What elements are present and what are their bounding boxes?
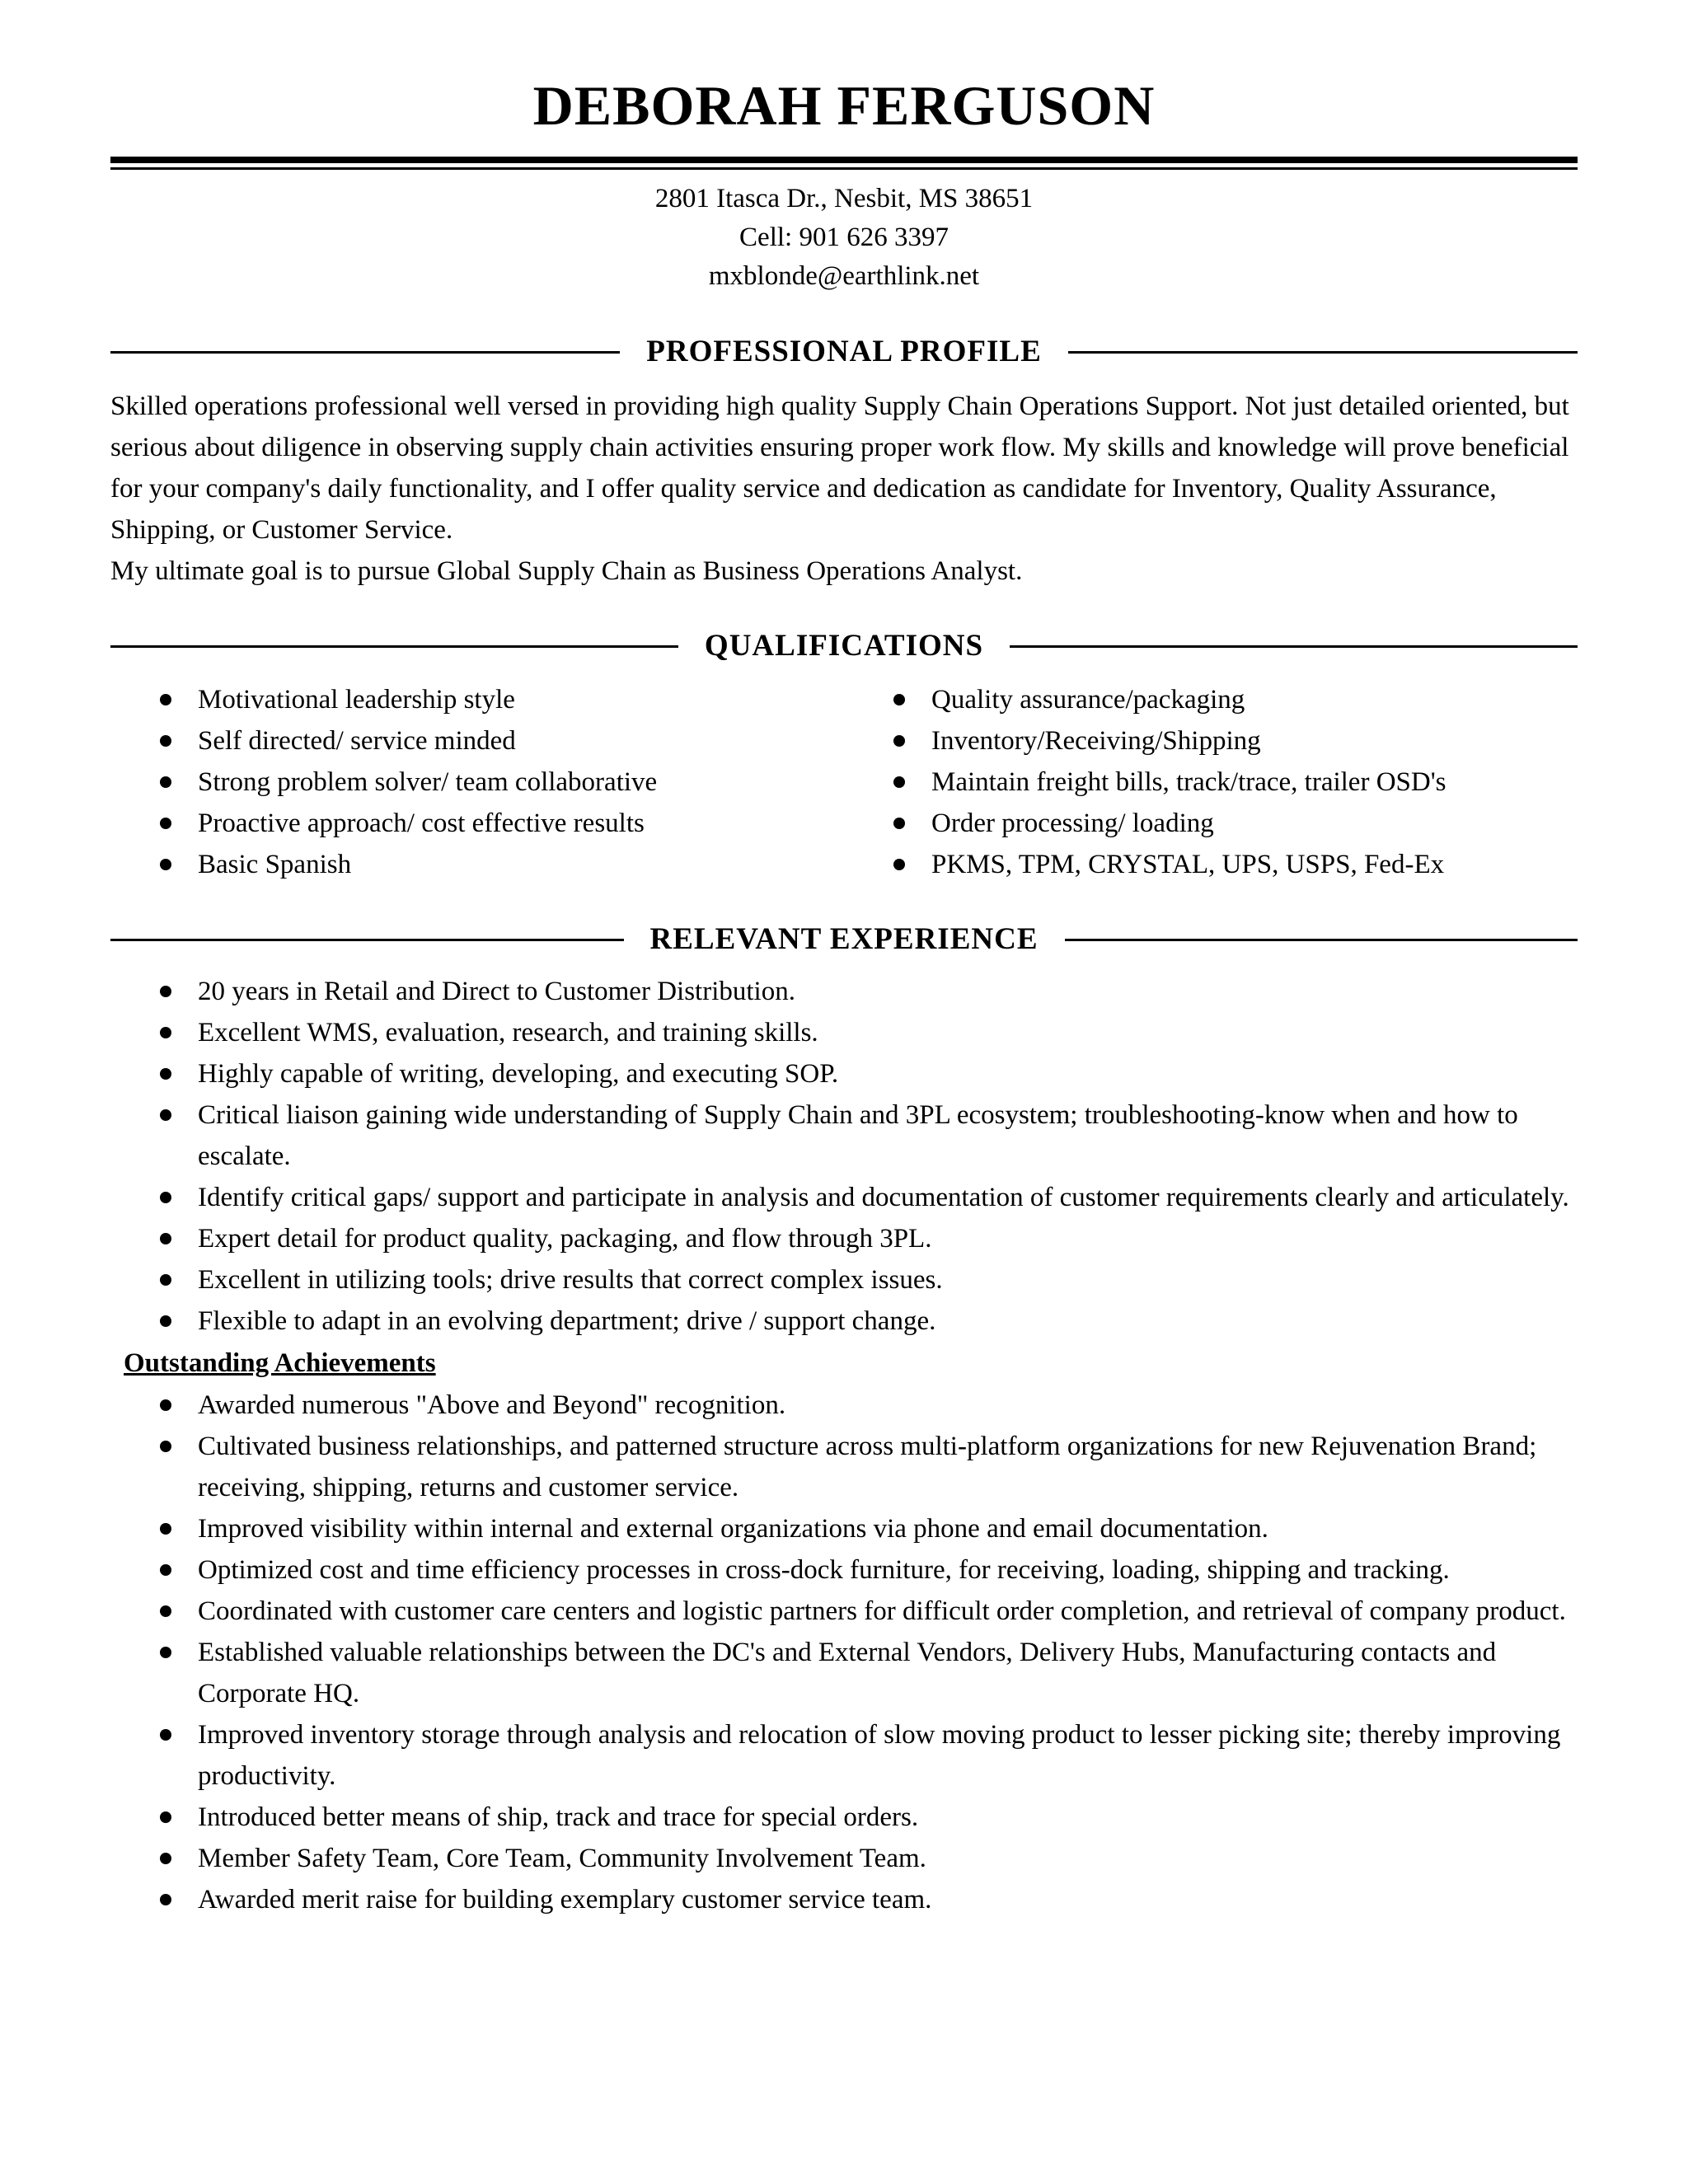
heading-rule-left <box>110 939 624 941</box>
list-item: Established valuable relationships between the DC's and External Vendors, Delivery Hubs, Manufacturing contacts and Corporate HQ. <box>110 1632 1578 1714</box>
list-item: Highly capable of writing, developing, and executing SOP. <box>110 1053 1578 1094</box>
achievements-heading: Outstanding Achievements <box>124 1348 436 1378</box>
header-rule-thick <box>110 157 1578 163</box>
list-item: 20 years in Retail and Direct to Customer Distribution. <box>110 971 1578 1012</box>
profile-goal: My ultimate goal is to pursue Global Supply Chain as Business Operations Analyst. <box>110 556 1023 586</box>
list-item: Excellent WMS, evaluation, research, and training skills. <box>110 1012 1578 1053</box>
list-item: Coordinated with customer care centers and logistic partners for difficult order completion, and retrieval of company product. <box>110 1591 1578 1632</box>
contact-phone: Cell: 901 626 3397 <box>739 223 949 252</box>
list-item: Inventory/Receiving/Shipping <box>844 720 1578 762</box>
experience-heading <box>110 921 1578 958</box>
experience-heading-text: RELEVANT EXPERIENCE <box>649 922 1039 956</box>
qualifications-right-list <box>844 679 1578 885</box>
qualifications-left-list <box>110 679 844 885</box>
experience-section <box>110 971 1578 1920</box>
qualifications-columns <box>110 679 1578 885</box>
list-item: Identify critical gaps/ support and participate in analysis and documentation of customer requirements clearly and articulately. <box>110 1177 1578 1218</box>
contact-email: mxblonde@earthlink.net <box>708 261 980 291</box>
list-item: Proactive approach/ cost effective results <box>110 803 844 844</box>
heading-rule-left <box>110 645 678 648</box>
profile-section <box>110 386 1578 592</box>
list-item: Expert detail for product quality, packaging, and flow through 3PL. <box>110 1218 1578 1259</box>
heading-rule-right <box>1068 351 1578 354</box>
candidate-name: DEBORAH FERGUSON <box>532 74 1156 137</box>
list-item: Self directed/ service minded <box>110 720 844 762</box>
list-item: Basic Spanish <box>110 844 844 885</box>
experience-list <box>110 971 1578 1342</box>
heading-rule-right <box>1010 645 1578 648</box>
list-item: Maintain freight bills, track/trace, trailer OSD's <box>844 762 1578 803</box>
list-item: Introduced better means of ship, track and trace for special orders. <box>110 1797 1578 1838</box>
heading-rule-right <box>1065 939 1578 941</box>
profile-paragraph: Skilled operations professional well versed in providing high quality Supply Chain Operations Support. Not just detailed oriented, but serious about diligence in observing supply chain activities ensuring proper work flow. My skills and knowledge will prove beneficial for your company's daily functionality, and I offer quality service and dedication as candidate for Inventory, Quality Assurance, Shipping, or Customer Service. <box>110 391 1569 545</box>
heading-rule-left <box>110 351 620 354</box>
profile-heading <box>110 333 1578 371</box>
qualifications-left-column <box>110 679 844 885</box>
achievements-list <box>110 1385 1578 1920</box>
list-item: Strong problem solver/ team collaborative <box>110 762 844 803</box>
list-item: Excellent in utilizing tools; drive results that correct complex issues. <box>110 1259 1578 1301</box>
list-item: Improved visibility within internal and external organizations via phone and email documentation. <box>110 1508 1578 1549</box>
header-rule-thin <box>110 167 1578 170</box>
list-item: Order processing/ loading <box>844 803 1578 844</box>
qualifications-heading <box>110 627 1578 665</box>
contact-address: 2801 Itasca Dr., Nesbit, MS 38651 <box>654 184 1034 213</box>
qualifications-right-column <box>844 679 1578 885</box>
list-item: Critical liaison gaining wide understanding of Supply Chain and 3PL ecosystem; troubleshooting-know when and how to escalate. <box>110 1094 1578 1177</box>
contact-block <box>0 180 1688 296</box>
list-item: Optimized cost and time efficiency processes in cross-dock furniture, for receiving, loading, shipping and tracking. <box>110 1549 1578 1591</box>
list-item: Awarded numerous "Above and Beyond" recognition. <box>110 1385 1578 1426</box>
list-item: Quality assurance/packaging <box>844 679 1578 720</box>
list-item: Motivational leadership style <box>110 679 844 720</box>
list-item: Cultivated business relationships, and patterned structure across multi-platform organizations for new Rejuvenation Brand; receiving, shipping, returns and customer service. <box>110 1426 1578 1508</box>
profile-heading-text: PROFESSIONAL PROFILE <box>646 335 1042 368</box>
list-item: Member Safety Team, Core Team, Community Involvement Team. <box>110 1838 1578 1879</box>
list-item: Flexible to adapt in an evolving department; drive / support change. <box>110 1301 1578 1342</box>
qualifications-heading-text: QUALIFICATIONS <box>704 629 984 663</box>
list-item: Improved inventory storage through analysis and relocation of slow moving product to lesser picking site; thereby improving productivity. <box>110 1714 1578 1797</box>
list-item: PKMS, TPM, CRYSTAL, UPS, USPS, Fed-Ex <box>844 844 1578 885</box>
list-item: Awarded merit raise for building exemplary customer service team. <box>110 1879 1578 1920</box>
